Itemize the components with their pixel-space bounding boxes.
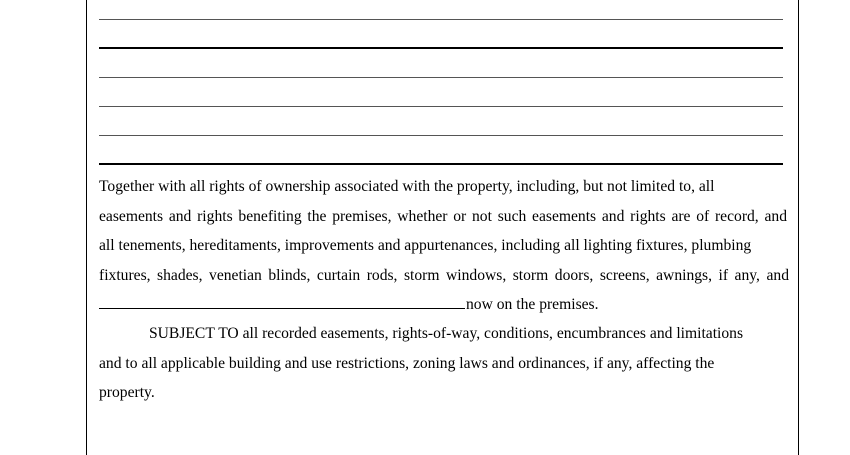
subject-to-clause [99, 319, 789, 408]
clause-line: all tenements, hereditaments, improvements and appurtenances, including all lighting fixtures, plumbing [99, 237, 752, 255]
legal-description-line-6[interactable] [99, 163, 783, 165]
clause-line: fixtures, shades, venetian blinds, curtain rods, storm windows, storm doors, screens, awnings, if any, and [99, 266, 789, 284]
legal-description-line-4[interactable] [99, 106, 783, 107]
legal-description-line-5[interactable] [99, 135, 783, 136]
legal-description-line-3[interactable] [99, 77, 783, 78]
page-border-left [86, 0, 87, 455]
clause-line: SUBJECT TO all recorded easements, rights-of-way, conditions, encumbrances and limitations [149, 325, 744, 342]
clause-line-with-blank [99, 290, 789, 320]
clause-line: easements and rights benefiting the premises, whether or not such easements and rights are of record, and [99, 207, 787, 225]
page-border-right [798, 0, 799, 455]
fixtures-blank-field[interactable] [99, 307, 465, 309]
appurtenances-clause [99, 172, 789, 320]
legal-description-line-2[interactable] [99, 47, 783, 49]
clause-line: and to all applicable building and use restrictions, zoning laws and ordinances, if any, affecting the [99, 354, 715, 372]
legal-description-line-1[interactable] [99, 19, 783, 20]
blank-suffix-text: now on the premises. [466, 296, 599, 314]
clause-line: Together with all rights of ownership associated with the property, including, but not limited to, all [99, 178, 715, 195]
clause-line: property. [99, 384, 155, 402]
